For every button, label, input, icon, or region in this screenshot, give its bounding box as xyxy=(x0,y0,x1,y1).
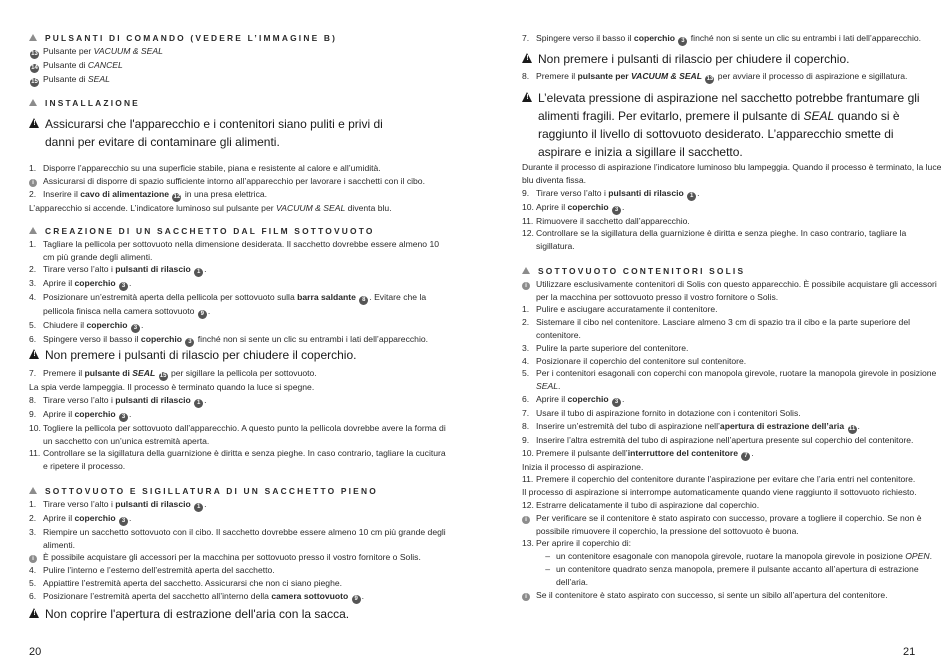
list-item xyxy=(29,564,449,577)
text-fragment: Pulsante di xyxy=(43,73,88,84)
text-fragment: SEAL xyxy=(87,73,110,84)
page-number: 21 xyxy=(903,646,916,658)
text-fragment: 5. xyxy=(522,368,530,379)
text-fragment: L’elevata pressione di aspirazione nel sacchetto potrebbe frantumare gli alimenti fragili. Per evitarlo, premere il pulsante di xyxy=(538,91,920,123)
text-fragment: pulsanti di rilascio xyxy=(115,498,191,509)
warning-block xyxy=(29,605,449,623)
text-fragment: 7. xyxy=(522,33,530,43)
text-fragment: SEAL xyxy=(803,109,835,123)
list-item xyxy=(29,526,449,552)
list-item xyxy=(29,162,449,175)
text-fragment: PULSANTI DI COMANDO (VEDERE L’IMMAGINE B) xyxy=(45,33,338,43)
list-item xyxy=(522,512,942,538)
text-fragment: Premere il xyxy=(43,368,85,378)
text-fragment: un contenitore esagonale con manopola girevole, ruotare la manopola girevole in posizione xyxy=(556,551,906,562)
text-fragment: Tirare verso l’alto i xyxy=(43,264,116,275)
text-fragment: 10. xyxy=(522,201,534,212)
number-badge-icon: 11 xyxy=(848,425,856,432)
text-fragment: Tirare verso l’alto i xyxy=(43,394,116,405)
number-badge-icon: 1 xyxy=(194,268,203,277)
sub-list-item xyxy=(522,563,942,589)
triangle-icon xyxy=(522,267,530,274)
text-fragment: apertura di estrazione dell’aria xyxy=(719,420,845,431)
text-fragment: 1. xyxy=(29,163,37,173)
note-text: Durante il processo di aspirazione l’indicatore luminoso blu lampeggia. Quando il processo è terminato, la luce blu diventa fissa. xyxy=(522,162,942,185)
text-fragment: coperchio xyxy=(74,278,116,289)
text-fragment: 1. xyxy=(29,498,37,509)
text-fragment: in una presa elettrica. xyxy=(182,188,268,199)
number-badge-icon: 3 xyxy=(612,398,621,407)
film-steps-2 xyxy=(29,367,449,473)
triangle-icon xyxy=(29,487,37,494)
number-badge-icon: 3 xyxy=(119,282,128,291)
text-fragment: pulsante di xyxy=(84,368,133,378)
text-fragment: È possibile acquistare gli accessori per la macchina per sottovuoto presso il vostro fornitore o Solis. xyxy=(43,552,421,563)
text-fragment: 8. xyxy=(29,394,37,405)
text-fragment: Togliere la pellicola per sottovuoto dall’apparecchio. A questo punto la pellicola dovrebbe avere la forma di un sacchetto con un’unica estremità aperta. xyxy=(43,422,446,446)
text-fragment: SOTTOVUOTO CONTENITORI SOLIS xyxy=(538,266,746,276)
text-fragment: Pulire l’interno e l’esterno dell’estremità aperta del sacchetto. xyxy=(43,565,275,576)
text-fragment: Chiudere il xyxy=(43,320,87,331)
section-vacuum-full-bag xyxy=(29,485,449,604)
text-fragment: . xyxy=(557,381,561,392)
text-fragment: VACUUM & SEAL xyxy=(93,45,163,56)
text-fragment: 3. xyxy=(29,278,37,289)
text-fragment: 6. xyxy=(522,393,530,404)
section-solis-containers xyxy=(522,265,942,601)
list-item: 6. Aprire il coperchio 3 . xyxy=(522,393,625,405)
text-fragment: 4. xyxy=(29,292,37,303)
text-fragment: SEAL xyxy=(536,381,558,392)
number-badge-icon: 3 xyxy=(119,413,128,422)
list-item xyxy=(29,577,449,590)
text-fragment: Estrarre delicatamente il tubo di aspirazione dal coperchio. xyxy=(536,499,760,510)
text-fragment: coperchio xyxy=(140,334,182,345)
number-badge-icon: 8 xyxy=(359,296,368,305)
list-item: 8. Inserire un’estremità del tubo di aspirazione nell’apertura di estrazione dell’aria 11 . xyxy=(522,420,860,432)
text-fragment: Premere il coperchio del contenitore durante l’aspirazione per evitare che l’aria entri nel contenitore. xyxy=(536,474,916,485)
list-item xyxy=(29,175,449,188)
text-fragment: – xyxy=(545,551,550,562)
warning-icon xyxy=(29,349,40,359)
list-item xyxy=(522,473,942,486)
list-item xyxy=(522,227,942,253)
list-item xyxy=(522,303,942,316)
text-fragment: 9. xyxy=(522,434,530,445)
text-fragment: Se il contenitore è stato aspirato con successo, si sente un sibilo all’apertura del contenitore. xyxy=(536,589,888,600)
text-fragment: barra saldante xyxy=(297,292,356,303)
list-item xyxy=(522,32,942,46)
section-bag-from-film xyxy=(29,225,449,347)
list-item xyxy=(522,355,942,368)
list-item: 9. Aprire il coperchio 3 . xyxy=(29,408,132,420)
text-fragment: VACUUM & SEAL xyxy=(631,71,703,81)
list-item xyxy=(522,70,942,84)
text-fragment: VACUUM & SEAL xyxy=(276,202,346,213)
text-fragment: Per aprire il coperchio di: xyxy=(536,538,632,549)
list-item: 6. Posizionare l’estremità aperta del sacchetto all’interno della camera sottovuoto 9 . xyxy=(29,590,365,602)
section-heading xyxy=(29,32,449,45)
list-item xyxy=(522,215,942,228)
text-fragment: coperchio xyxy=(567,201,609,212)
text-fragment: finché non si sente un clic su entrambi i lati dell’apparecchio. xyxy=(688,33,922,43)
text-fragment: Tirare verso l’alto i xyxy=(536,187,609,198)
text-fragment: 9. xyxy=(29,408,37,419)
text-fragment: OPEN xyxy=(905,551,930,562)
warning-block xyxy=(29,346,449,364)
text-fragment: coperchio xyxy=(86,320,128,331)
text-fragment: 12. xyxy=(522,228,534,239)
text-fragment: Tagliare la pellicola per sottovuoto nella dimensione desiderata. Il sacchetto dovrebbe essere almeno 10 cm più grande degli alimenti. xyxy=(43,238,440,262)
info-icon: i xyxy=(522,593,530,601)
text-fragment: Controllare se la sigillatura della guarnizione è diritta e senza pieghe. In caso contrario, tagliare la sigillatura. xyxy=(536,228,907,252)
text-fragment: finché non si sente un clic su entrambi i lati dell’apparecchio. xyxy=(195,334,429,345)
text-fragment: Aprire il xyxy=(43,408,75,419)
list-item xyxy=(29,422,449,448)
info-icon: i xyxy=(522,282,530,290)
section-heading xyxy=(522,265,942,278)
number-badge-icon: 13 xyxy=(31,50,38,57)
list-item xyxy=(522,367,942,393)
text-fragment: Appiattire l’estremità aperta del sacchetto. Assicurarsi che non ci siano pieghe. xyxy=(43,577,343,588)
list-item xyxy=(29,238,449,264)
list-item xyxy=(522,499,942,512)
text-fragment: 4. xyxy=(29,565,37,576)
number-badge-icon: 1 xyxy=(194,503,203,512)
warning-icon xyxy=(522,53,533,63)
text-fragment: CREAZIONE DI UN SACCHETTO DAL FILM SOTTOVUOTO xyxy=(45,226,375,236)
text-fragment: SOTTOVUOTO E SIGILLATURA DI UN SACCHETTO PIENO xyxy=(45,486,378,496)
note-text: La spia verde lampeggia. Il processo è terminato quando la luce si spegne. xyxy=(29,382,315,392)
warning-icon xyxy=(522,92,533,102)
number-badge-icon: 1 xyxy=(687,192,696,201)
info-icon: i xyxy=(29,555,37,563)
triangle-icon xyxy=(29,34,37,41)
text-fragment: coperchio xyxy=(74,512,116,523)
number-badge-icon: 3 xyxy=(119,517,128,526)
text-fragment: Premere il pulsante dell’ xyxy=(536,447,628,458)
text-fragment: . xyxy=(929,551,932,562)
warning-icon xyxy=(29,118,40,128)
section-heading xyxy=(29,97,449,110)
list-item xyxy=(29,551,449,564)
text-fragment: Inserire un’estremità del tubo di aspirazione nell’ xyxy=(536,420,720,431)
text-fragment: Non premere i pulsanti di rilascio per chiudere il coperchio. xyxy=(538,52,850,66)
number-badge-icon: 12 xyxy=(173,193,181,200)
text-fragment: Spingere verso il basso il xyxy=(43,334,141,345)
text-fragment: coperchio xyxy=(74,408,116,419)
number-badge-icon: 3 xyxy=(612,206,621,215)
page-number: 20 xyxy=(29,646,42,658)
text-fragment: 10. xyxy=(522,447,534,458)
text-fragment: Disporre l’apparecchio su una superficie stabile, piana e resistente al calore e all’umidità. xyxy=(43,163,381,173)
text-fragment: 5. xyxy=(29,320,37,331)
list-item: 10. Premere il pulsante dell’interruttore del contenitore 7 . xyxy=(522,447,754,459)
text-fragment: per sigillare la pellicola per sottovuoto. xyxy=(168,368,317,378)
number-badge-icon: 13 xyxy=(706,76,714,82)
info-icon: i xyxy=(522,516,530,524)
text-fragment: SEAL xyxy=(132,368,156,378)
text-fragment: Aprire il xyxy=(536,201,568,212)
note-text: Inizia il processo di aspirazione. xyxy=(522,461,644,472)
warning-block xyxy=(522,50,942,68)
list-item: 9. Tirare verso l’alto i pulsanti di rilascio 1 . xyxy=(522,187,700,199)
number-badge-icon: 9 xyxy=(198,310,207,319)
text-fragment: 8. xyxy=(522,71,530,81)
list-item: 8. Tirare verso l’alto i pulsanti di rilascio 1 . xyxy=(29,394,207,406)
text-fragment: CANCEL xyxy=(87,59,123,70)
list-item: 2. Tirare verso l’alto i pulsanti di rilascio 1 . xyxy=(29,264,207,276)
text-fragment: Assicurarsi di disporre di spazio sufficiente intorno all’apparecchio per lavorare i sacchetti con il cibo. xyxy=(43,175,425,186)
text-fragment: Pulsante per xyxy=(43,45,94,56)
text-fragment: Posizionare un’estremità aperta della pellicola per sottovuoto sulla xyxy=(43,292,298,303)
number-badge-icon: 3 xyxy=(185,338,194,347)
text-fragment: 13. xyxy=(522,538,534,549)
list-item: 10. Aprire il coperchio 3 . xyxy=(522,201,625,213)
text-fragment: 6. xyxy=(29,334,37,345)
note-text: Il processo di aspirazione si interrompe automaticamente quando viene raggiunto il sottovuoto richiesto. xyxy=(522,487,917,498)
text-fragment: Per verificare se il contenitore è stato aspirato con successo, provare a togliere il coperchio. Se non è possibile rimuovere il coperchio, la pressione del sottovuoto è buona. xyxy=(536,512,922,536)
list-item xyxy=(522,537,942,550)
continued-steps xyxy=(522,70,942,84)
list-item xyxy=(29,188,449,202)
text-fragment: 2. xyxy=(522,317,530,328)
text-fragment: 11. xyxy=(29,448,41,459)
triangle-icon xyxy=(29,227,37,234)
number-badge-icon: 1 xyxy=(194,399,203,408)
text-fragment: 2. xyxy=(29,264,37,275)
text-fragment: Assicurarsi che l'apparecchio e i contenitori siano puliti e privi di danni per evitare di contaminare gli alimenti. xyxy=(45,117,383,149)
warning-icon xyxy=(29,608,40,618)
section-installation xyxy=(29,97,449,110)
number-badge-icon: 9 xyxy=(352,595,361,604)
list-item xyxy=(522,589,942,602)
text-fragment: Aprire il xyxy=(43,278,75,289)
text-fragment: 12. xyxy=(522,499,534,510)
text-fragment: Posizionare l’estremità aperta del sacchetto all’interno della xyxy=(43,590,272,601)
text-fragment: Rimuovere il sacchetto dall’apparecchio. xyxy=(536,215,690,226)
section-control-buttons xyxy=(29,32,449,87)
text-fragment: 6. xyxy=(29,590,37,601)
text-fragment: coperchio xyxy=(567,393,609,404)
text-fragment: Posizionare il coperchio del contenitore sul contenitore. xyxy=(536,355,747,366)
text-fragment: pulsanti di rilascio xyxy=(608,187,684,198)
text-fragment: Spingere verso il basso il xyxy=(536,33,634,43)
list-item: 4. Posizionare un’estremità aperta della pellicola per sottovuoto sulla barra saldante 8 . Evitare che la pellicola finisca nella camera sottovuoto 9 . xyxy=(29,292,427,318)
text-fragment: pulsante per xyxy=(577,71,632,81)
text-fragment: 7. xyxy=(29,368,37,378)
text-fragment: 2. xyxy=(29,512,37,523)
note-text xyxy=(29,202,449,215)
text-fragment: 2. xyxy=(29,188,37,199)
text-fragment: camera sottovuoto xyxy=(271,590,349,601)
number-badge-icon: 14 xyxy=(31,64,38,71)
text-fragment: 9. xyxy=(522,187,530,198)
text-fragment: Usare il tubo di aspirazione fornito in dotazione con i contenitori Solis. xyxy=(536,407,801,418)
continued-steps xyxy=(522,32,942,46)
number-badge-icon: 7 xyxy=(741,452,750,461)
text-fragment: Non coprire l'apertura di estrazione dell'aria con la sacca. xyxy=(45,607,350,621)
text-fragment: per avviare il processo di aspirazione e sigillatura. xyxy=(715,71,908,81)
list-item xyxy=(522,407,942,420)
list-item: 5. Chiudere il coperchio 3 . xyxy=(29,320,144,332)
warning-block xyxy=(522,89,942,161)
text-fragment: Utilizzare esclusivamente contenitori di Solis con questo apparecchio. È possibile acquistare gli accessori per la macchina per sottovuoto presso il vostro fornitore o Solis. xyxy=(536,278,937,302)
sub-list-item xyxy=(522,550,942,563)
text-fragment: Non premere i pulsanti di rilascio per chiudere il coperchio. xyxy=(45,348,357,362)
text-fragment: Tirare verso l’alto i xyxy=(43,498,116,509)
list-item xyxy=(29,447,449,473)
section-heading xyxy=(29,485,449,498)
text-fragment: 3. xyxy=(522,342,530,353)
continued-steps xyxy=(522,161,942,253)
list-item xyxy=(522,342,942,355)
text-fragment: Riempire un sacchetto sottovuoto con il cibo. Il sacchetto dovrebbe essere almeno 10 cm più grande degli alimenti. xyxy=(43,526,446,550)
text-fragment: – xyxy=(545,563,550,574)
number-badge-icon: 15 xyxy=(159,373,167,379)
text-fragment: Aprire il xyxy=(536,393,568,404)
list-item xyxy=(29,367,449,381)
number-badge-icon: 3 xyxy=(678,37,687,46)
text-fragment: 11. xyxy=(522,474,534,485)
text-fragment: Pulsante di xyxy=(43,59,88,70)
text-fragment: Pulire e asciugare accuratamente il contenitore. xyxy=(536,304,718,315)
text-fragment: 11. xyxy=(522,215,534,226)
list-item: 1. Tirare verso l’alto i pulsanti di rilascio 1 . xyxy=(29,498,207,510)
section-heading xyxy=(29,225,449,238)
text-fragment: 7. xyxy=(522,407,530,418)
number-badge-icon: 3 xyxy=(131,324,140,333)
list-item: 2. Aprire il coperchio 3 . xyxy=(29,512,132,524)
list-item xyxy=(522,434,942,447)
list-item xyxy=(29,73,449,87)
list-item xyxy=(522,278,942,304)
text-fragment: Controllare se la sigillatura della guarnizione è diritta e senza pieghe. In caso contrario, tagliare la cucitura e ripetere il processo. xyxy=(43,448,446,472)
text-fragment: cavo di alimentazione xyxy=(80,188,170,199)
text-fragment: Inserire il xyxy=(43,188,81,199)
info-icon: i xyxy=(29,179,37,187)
text-fragment: quando si è raggiunto il livello di sottovuoto desiderato. L’apparecchio smette di aspirare e inizia a sigillare il sacchetto. xyxy=(538,109,900,159)
text-fragment: 3. xyxy=(29,526,37,537)
text-fragment: Pulire la parte superiore del contenitore. xyxy=(536,342,689,353)
text-fragment: Per i contenitori esagonali con coperchi con manopola girevole, ruotare la manopola girevole in posizione xyxy=(536,368,937,379)
text-fragment: Inserire l’altra estremità del tubo di aspirazione nell’apertura presente sul coperchio del contenitore. xyxy=(536,434,914,445)
text-fragment: 5. xyxy=(29,577,37,588)
list-item xyxy=(29,59,449,73)
text-fragment: pulsanti di rilascio xyxy=(115,394,191,405)
text-fragment: 8. xyxy=(522,420,530,431)
text-fragment: L’apparecchio si accende. L’indicatore luminoso sul pulsante per xyxy=(29,202,276,213)
text-fragment: pulsanti di rilascio xyxy=(115,264,191,275)
install-steps xyxy=(29,162,449,214)
text-fragment: Sistemare il cibo nel contenitore. Lasciare almeno 3 cm di spazio tra il cibo e la parte superiore del contenitore. xyxy=(536,317,911,340)
warning-block xyxy=(29,115,449,151)
text-fragment: 1. xyxy=(522,304,530,315)
text-fragment: 1. xyxy=(29,238,37,249)
text-fragment: . Evitare che la pellicola finisca nella camera sottovuoto xyxy=(43,292,427,317)
number-badge-icon: 15 xyxy=(31,78,38,85)
triangle-icon xyxy=(29,99,37,106)
text-fragment: interruttore del contenitore xyxy=(627,447,739,458)
text-fragment: 10. xyxy=(29,422,41,433)
list-item xyxy=(29,45,449,59)
text-fragment: 4. xyxy=(522,355,530,366)
list-item: 3. Aprire il coperchio 3 . xyxy=(29,278,132,290)
text-fragment: Premere il xyxy=(536,71,578,81)
text-fragment: Aprire il xyxy=(43,512,75,523)
text-fragment: un contenitore quadrato senza manopola, premere il pulsante accanto all’apertura di estrazione dell’aria. xyxy=(556,563,919,587)
list-item xyxy=(522,316,942,342)
text-fragment: INSTALLAZIONE xyxy=(45,98,140,108)
text-fragment: diventa blu. xyxy=(345,202,392,213)
text-fragment: coperchio xyxy=(633,33,675,43)
